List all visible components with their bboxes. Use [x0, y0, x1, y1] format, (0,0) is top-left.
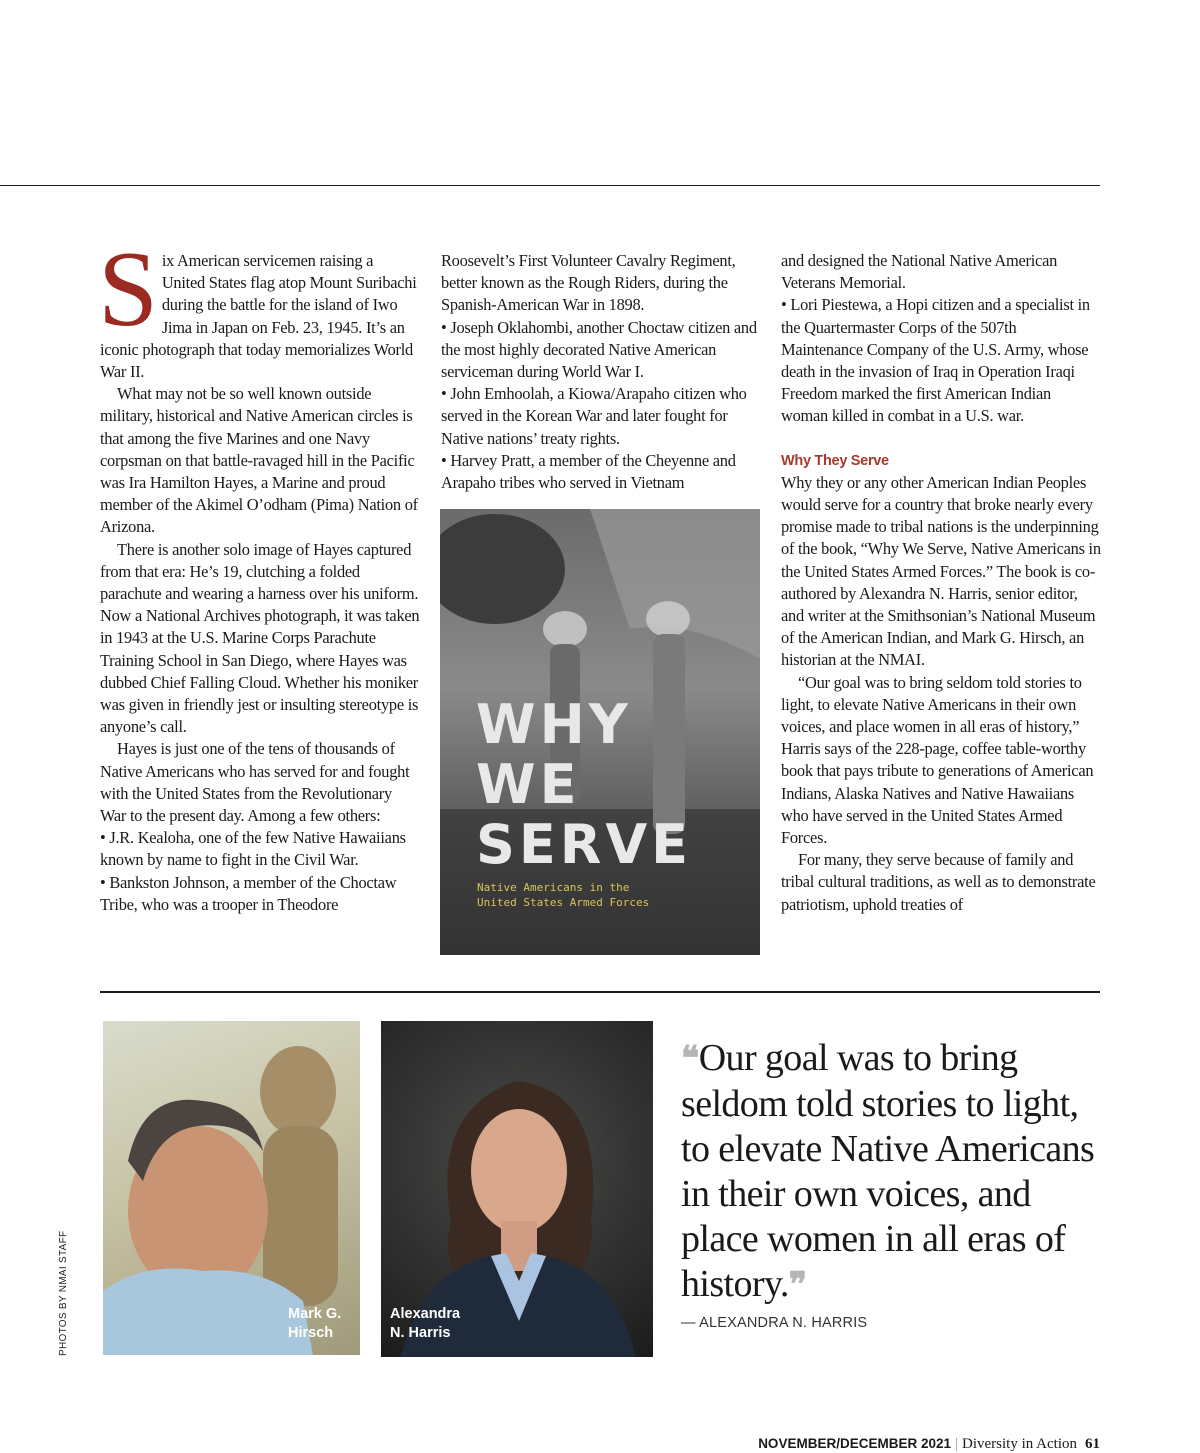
photo-mark-hirsch: [103, 1021, 360, 1355]
article-column-1: [98, 230, 420, 916]
magazine-name: Diversity in Action: [962, 1436, 1077, 1452]
bullet-item: • Lori Piestewa, a Hopi citizen and a specialist in the Quartermaster Corps of the 507th Maintenance Company of the U.S. Army, whose death in the invasion of Iraq in Operation Iraqi Freedom marked the first American Indian woman killed in combat in a U.S. war.: [781, 295, 1090, 426]
photo-caption: Alexandra N. Harris: [390, 1306, 461, 1341]
paragraph: There is another solo image of Hayes captured from that era: He’s 19, clutching a folded parachute and wearing a harness over his uniform. Now a National Archives photograph, it was taken in 1943 at the U.S. Marine Corps Parachute Training School in San Diego, where Hayes was dubbed Chief Falling Cloud. Whether his moniker was given in friendly jest or insulting stereotype is anyone’s call.: [100, 539, 420, 737]
bullet-item: • Bankston Johnson, a member of the Choctaw Tribe, who was a trooper in Theodore: [100, 872, 397, 914]
paragraph: Hayes is just one of the tens of thousands of Native Americans who has served for and fought with the United States from the Revolutionary War to the present day. Among a few others:: [100, 739, 410, 826]
article-column-2: [441, 250, 761, 494]
quote-attribution: — ALEXANDRA N. HARRIS: [681, 1315, 868, 1331]
photo-caption: Mark G. Hirsch: [288, 1306, 342, 1341]
page-footer: [758, 1436, 1100, 1453]
section-rule: [100, 991, 1100, 993]
close-quote-icon: ❞: [788, 1265, 807, 1305]
paragraph: Why they or any other American Indian Peoples would serve for a country that broke nearly every promise made to tribal nations is the underpinning of the book, “Why We Serve, Native Americans in the United States Armed Forces.” The book is co-authored by Alexandra N. Harris, senior editor, and writer at the Smithsonian’s National Museum of the American Indian, and Mark G. Hirsch, an historian at the NMAI.: [781, 472, 1101, 670]
section-subhead: Why They Serve: [781, 452, 889, 469]
paragraph: For many, they serve because of family and tribal cultural traditions, as well as to demonstrate patriotism, uphold treaties of: [781, 850, 1096, 914]
issue-date: NOVEMBER/DECEMBER 2021: [758, 1436, 951, 1451]
book-title: WHY WE SERVE: [476, 693, 693, 876]
book-cover-image: [440, 509, 760, 955]
top-rule: [0, 185, 1100, 186]
footer-separator: |: [954, 1436, 958, 1452]
open-quote-icon: ❝: [681, 1039, 699, 1079]
article-column-3: [781, 250, 1101, 916]
paragraph: What may not be so well known outside military, historical and Native American circles is that among the five Marines and one Navy corpsman on that battle-ravaged hill in the Pacific was Ira Hamilton Hayes, a Marine and proud member of the Akimel O’odham (Pima) Nation of Arizona.: [100, 384, 418, 537]
page-number: 61: [1085, 1436, 1100, 1452]
bullet-item: • John Emhoolah, a Kiowa/Arapaho citizen who served in the Korean War and later fought for Native nations’ treaty rights.: [441, 384, 747, 448]
paragraph: “Our goal was to bring seldom told stories to light, to elevate Native Americans in their own voices, and place women in all eras of history,” Harris says of the 228-page, coffee table-worthy book that pays tribute to generations of American Indians, Alaska Natives and Native Hawaiians who have served in the United States Armed Forces.: [781, 672, 1094, 848]
photo-credit: PHOTOS BY NMAI STAFF: [58, 1230, 69, 1356]
book-subtitle: Native Americans in the United States Armed Forces: [477, 881, 650, 909]
drop-cap: S: [98, 230, 158, 349]
bullet-item: • Harvey Pratt, a member of the Cheyenne and Arapaho tribes who served in Vietnam: [441, 450, 736, 493]
pull-quote: [681, 1036, 1101, 1308]
bullet-item: • J.R. Kealoha, one of the few Native Hawaiians known by name to fight in the Civil War.: [100, 828, 406, 870]
paragraph-text: ix American servicemen raising a United States flag atop Mount Suribachi during the battle for the island of Iwo Jima in Japan on Feb. 23, 1945. It’s an iconic photograph that today memorializes World War II.: [100, 251, 417, 382]
pull-quote-text: Our goal was to bring seldom told stories to light, to elevate Native Americans in their own voices, and place women in all eras of history.: [681, 1037, 1095, 1305]
bullet-continuation: Roosevelt’s First Volunteer Cavalry Regiment, better known as the Rough Riders, during the Spanish-American War in 1898.: [441, 251, 736, 315]
photo-alexandra-harris: [381, 1021, 653, 1357]
bullet-continuation: and designed the National Native American Veterans Memorial.: [781, 251, 1058, 293]
bullet-item: • Joseph Oklahombi, another Choctaw citizen and the most highly decorated Native American serviceman during World War I.: [441, 317, 757, 382]
paragraph: [98, 230, 420, 383]
